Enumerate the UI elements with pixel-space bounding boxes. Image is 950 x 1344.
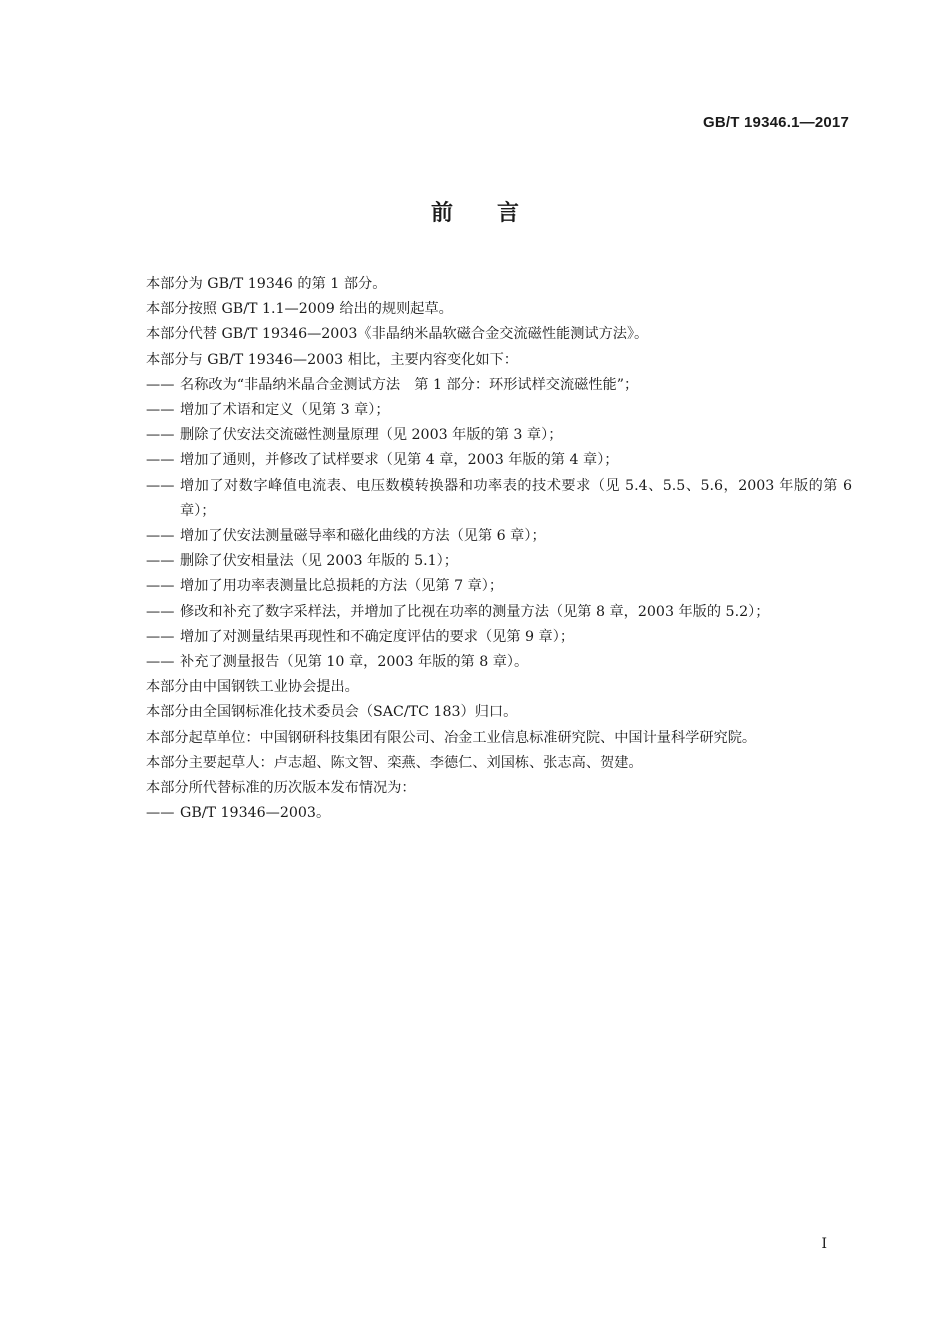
foreword-body [146, 272, 852, 826]
paragraph-version-history: 本部分所代替标准的历次版本发布情况为： [146, 779, 416, 796]
page-title [0, 196, 950, 227]
page-number: I [821, 1236, 827, 1252]
list-item: —— 删除了伏安法交流磁性测量原理（见 2003 年版的第 3 章）； [146, 427, 563, 444]
paragraph-drafters: 本部分主要起草人：卢志超、陈文智、栾燕、李德仁、刘国栋、张志高、贺建。 [146, 754, 643, 771]
list-item: —— 名称改为“非晶纳米晶合金测试方法 第 1 部分：环形试样交流磁性能”； [146, 376, 639, 393]
title-char-2: 言 [497, 201, 520, 226]
paragraph-drafting-rules: 本部分按照 GB/T 1.1—2009 给出的规则起草。 [146, 301, 453, 318]
list-item: —— 增加了通则，并修改了试样要求（见第 4 章，2003 年版的第 4 章）； [146, 452, 619, 469]
list-item: —— GB/T 19346—2003。 [146, 805, 331, 822]
list-item: —— 增加了伏安法测量磁导率和磁化曲线的方法（见第 6 章）； [146, 527, 546, 544]
list-item: —— 增加了对数字峰值电流表、电压数模转换器和功率表的技术要求（见 5.4、5.5、5.6，2003 年版的第 6 章）； [146, 477, 852, 519]
list-item: —— 增加了用功率表测量比总损耗的方法（见第 7 章）； [146, 578, 504, 595]
paragraph-changes-intro: 本部分与 GB/T 19346—2003 相比，主要内容变化如下： [146, 351, 518, 368]
title-char-1: 前 [430, 201, 453, 226]
paragraph-drafting-units: 本部分起草单位：中国钢研科技集团有限公司、冶金工业信息标准研究院、中国计量科学研究院。 [146, 729, 757, 746]
paragraph-part-intro: 本部分为 GB/T 19346 的第 1 部分。 [146, 276, 387, 292]
list-item: —— 删除了伏安相量法（见 2003 年版的 5.1）； [146, 553, 458, 570]
list-item: —— 补充了测量报告（见第 10 章，2003 年版的第 8 章）。 [146, 653, 529, 670]
paragraph-under-jurisdiction: 本部分由全国钢标准化技术委员会（SAC/TC 183）归口。 [146, 704, 518, 721]
paragraph-replaces: 本部分代替 GB/T 19346—2003《非晶纳米晶软磁合金交流磁性能测试方法》。 [146, 326, 649, 343]
paragraph-proposed-by: 本部分由中国钢铁工业协会提出。 [146, 679, 359, 696]
standard-code-header: GB/T 19346.1—2017 [703, 114, 849, 131]
list-item: —— 增加了对测量结果再现性和不确定度评估的要求（见第 9 章）； [146, 628, 575, 645]
list-item: —— 增加了术语和定义（见第 3 章）； [146, 401, 390, 418]
list-item: —— 修改和补充了数字采样法，并增加了比视在功率的测量方法（见第 8 章，2003 年版的 5.2）； [146, 603, 770, 620]
